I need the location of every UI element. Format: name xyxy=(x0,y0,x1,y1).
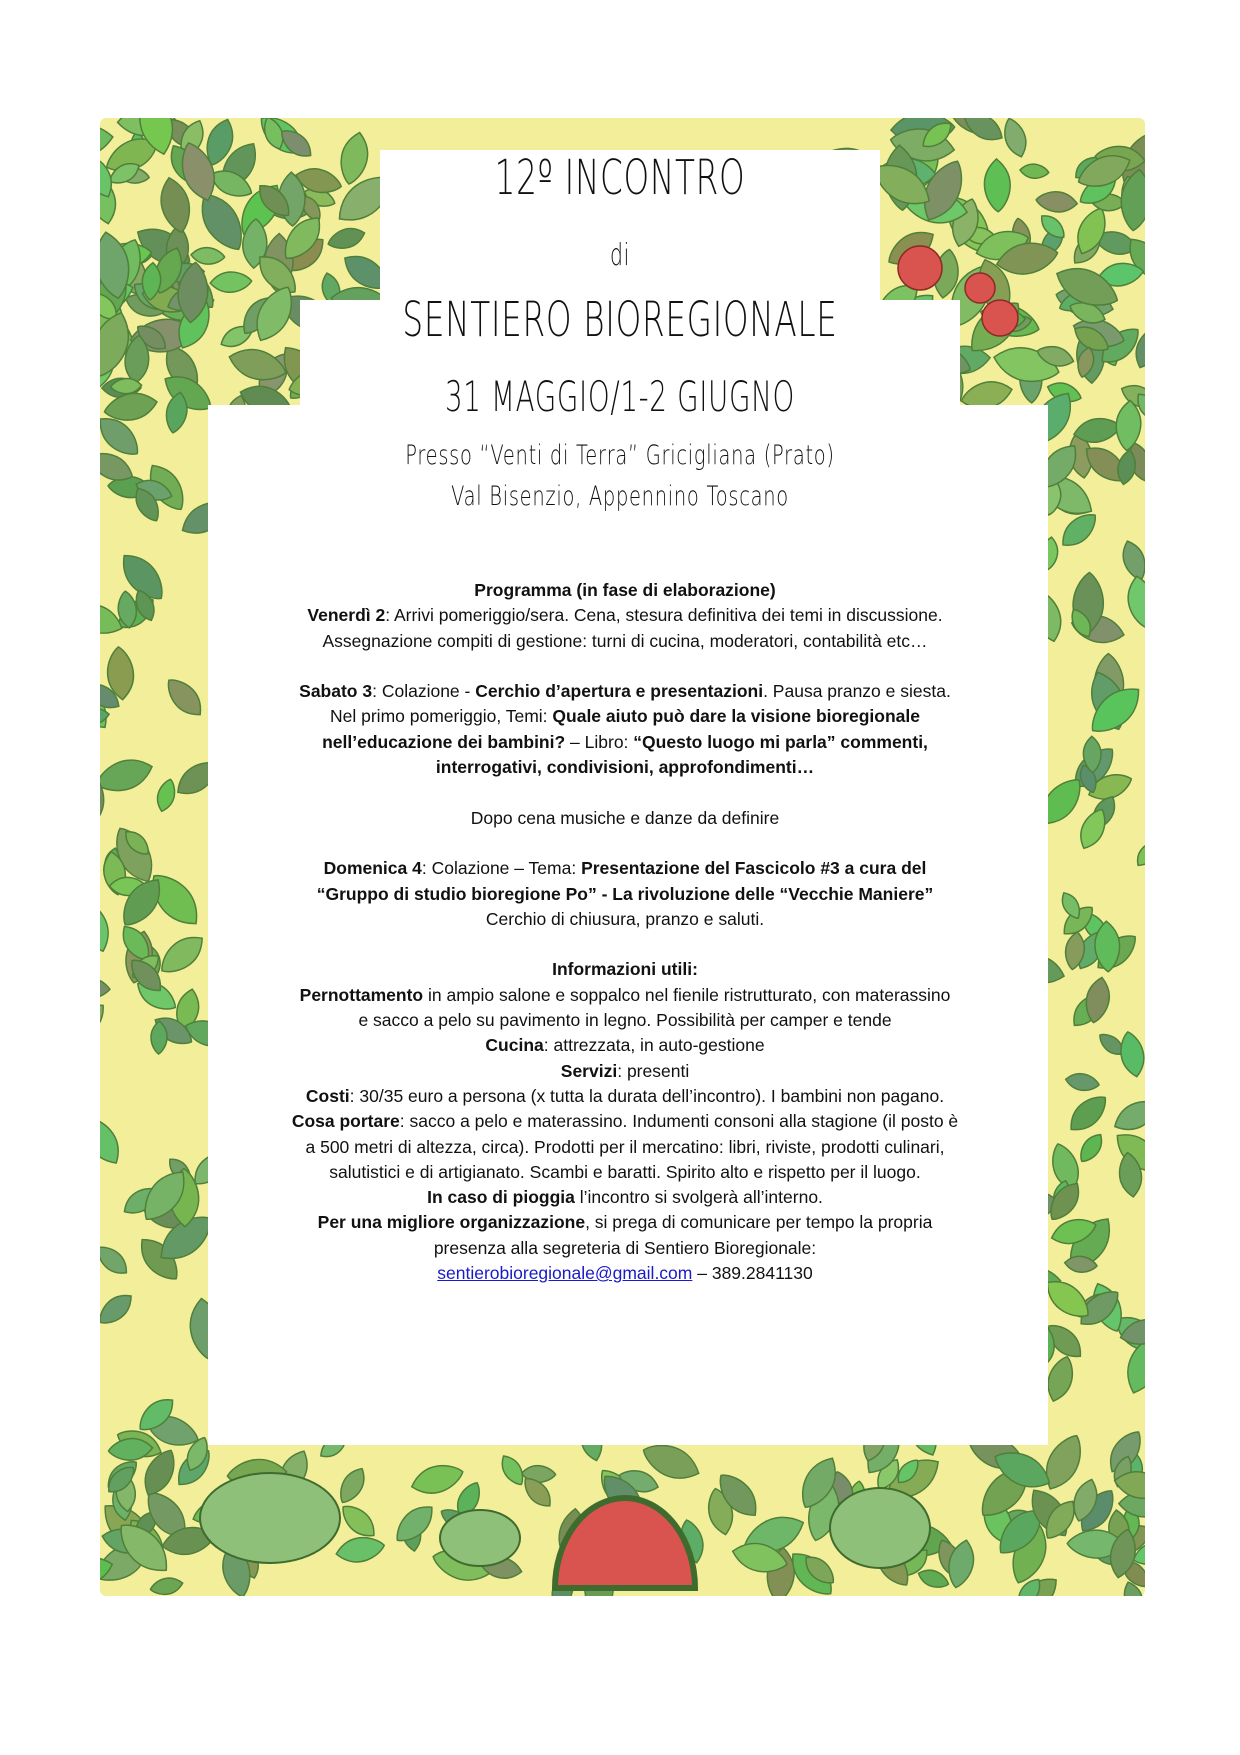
event-venue: Presso “Venti di Terra” Gricigliana (Prato) xyxy=(405,440,835,471)
saturday-line1: Sabato 3: Colazione - Cerchio d’apertura e presentazioni. Pausa pranzo e siesta. xyxy=(299,681,951,702)
friday-line1: Venerdì 2: Arrivi pomeriggio/sera. Cena, stesura definitiva dei temi in discussione. xyxy=(307,605,943,626)
organization-line1: Per una migliore organizzazione, si prega di comunicare per tempo la propria xyxy=(317,1212,933,1233)
leaf-shape xyxy=(334,1534,386,1566)
saturday-line2: Nel primo pomeriggio, Temi: Quale aiuto può dare la visione bioregionale xyxy=(330,706,920,727)
program-heading: Programma (in fase di elaborazione) xyxy=(474,580,776,600)
leaf-shape xyxy=(100,896,115,955)
leaf-shape xyxy=(100,977,111,999)
leaf-shape xyxy=(334,1464,370,1507)
info-heading: Informazioni utili: xyxy=(552,959,698,980)
organization-line2: presenza alla segreteria di Sentiero Bioregionale: xyxy=(433,1237,817,1258)
leaf-shape xyxy=(1075,1130,1107,1166)
friday-line2: Assegnazione compiti di gestione: turni di cucina, moderatori, contabilità etc… xyxy=(322,630,928,651)
bring-line2: a 500 metri di altezza, circa). Prodotti per il mercatino: libri, riviste, prodotti culinari, xyxy=(305,1136,945,1157)
lodging-line1: Pernottamento in ampio salone e soppalco nel fienile ristrutturato, con materassino xyxy=(299,984,951,1005)
leaf-shape xyxy=(336,1499,381,1543)
event-di: di xyxy=(610,238,630,273)
event-region: Val Bisenzio, Appennino Toscano xyxy=(451,481,789,512)
leaf-shape xyxy=(100,753,156,798)
event-title: 12º INCONTRO xyxy=(494,150,746,206)
leaf-shape xyxy=(1132,838,1145,870)
leaf-shape xyxy=(1064,1071,1100,1093)
services-line: Servizi: presenti xyxy=(560,1060,690,1081)
leaf-shape xyxy=(154,928,210,980)
leaf-shape xyxy=(959,118,1007,147)
sunday-line1: Domenica 4: Colazione – Tema: Presentazione del Fascicolo #3 a cura del xyxy=(323,858,927,879)
costs-line: Costi: 30/35 euro a persona (x tutta la durata dell’incontro). I bambini non pagano. xyxy=(305,1085,945,1106)
saturday-line3: nell’educazione dei bambini? – Libro: “Questo luogo mi parla” commenti, xyxy=(322,731,928,752)
organization-name: SENTIERO BIOREGIONALE xyxy=(402,292,838,348)
leaf-shape xyxy=(1115,400,1143,452)
leaf-shape xyxy=(210,271,253,293)
contact-line xyxy=(220,1261,1030,1286)
leaf-shape xyxy=(100,1241,132,1280)
leaf-shape xyxy=(1124,574,1145,629)
leaf-shape xyxy=(1118,168,1145,232)
lodging-line2: e sacco a pelo su pavimento in legno. Possibilità per camper e tende xyxy=(358,1010,892,1031)
watermelon-shape xyxy=(830,1488,930,1568)
leaf-shape xyxy=(1109,1094,1145,1137)
event-dates: 31 MAGGIO/1-2 GIUGNO xyxy=(444,372,796,421)
leaf-shape xyxy=(100,1288,137,1330)
leaf-shape xyxy=(1035,190,1078,214)
program-body xyxy=(220,578,1030,1286)
kitchen-line: Cucina: attrezzata, in auto-gestione xyxy=(485,1035,765,1056)
bring-line1: Cosa portare: sacco a pelo e materassino. Indumenti consoni alla stagione (il posto è xyxy=(291,1111,959,1132)
watermelon-shape xyxy=(440,1510,520,1566)
leaf-shape xyxy=(1118,538,1145,583)
rain-line: In caso di pioggia l’incontro si svolgerà all’interno. xyxy=(427,1187,823,1208)
leaf-shape xyxy=(161,673,209,723)
leaf-shape xyxy=(1117,1030,1145,1079)
leaf-shape xyxy=(100,998,111,1044)
saturday-line4: interrogativi, condivisioni, approfondimenti… xyxy=(435,757,815,778)
leaf-shape xyxy=(149,1575,184,1596)
email-link[interactable]: sentierobioregionale@gmail.com xyxy=(437,1263,693,1284)
leaf-shape xyxy=(100,1111,127,1170)
watermelon-shape xyxy=(200,1473,340,1563)
leaf-shape xyxy=(408,1459,466,1499)
leaf-shape xyxy=(1063,1089,1113,1137)
sunday-line3: Cerchio di chiusura, pranzo e saluti. xyxy=(485,908,765,929)
saturday-evening: Dopo cena musiche e danze da definire xyxy=(470,807,780,828)
leaf-shape xyxy=(154,777,178,813)
phone-number: – 389.2841130 xyxy=(692,1263,813,1284)
bring-line3: salutistici e di artigianato. Scambi e baratti. Spirito alto e rispetto per il luogo. xyxy=(329,1161,921,1182)
leaf-shape xyxy=(497,1452,529,1489)
sunday-line2: “Gruppo di studio bioregione Po” - La rivoluzione delle “Vecchie Maniere” xyxy=(316,883,934,904)
